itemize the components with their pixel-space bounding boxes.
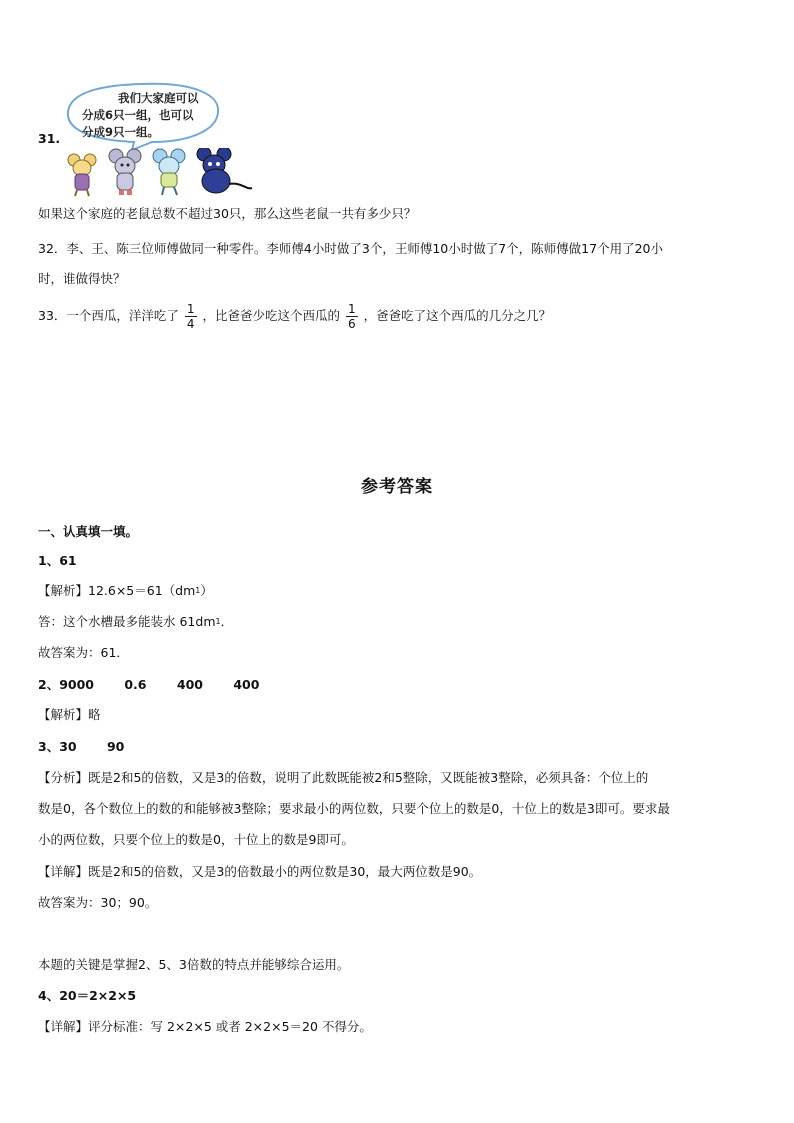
bubble-line: 我们大家庭可以 [118,91,199,105]
q33-text-1: 33．一个西瓜，洋洋吃了 [38,308,179,323]
q31-question: 如果这个家庭的老鼠总数不超过30只，那么这些老鼠一共有多少只？ [38,206,417,221]
answer-3-key-point: 本题的关键是掌握2、5、3倍数的特点并能够综合运用。 [38,957,350,972]
mouse-3-icon [153,149,185,195]
superscript: 1 [195,586,201,595]
answer-1-conclusion: 故答案为：61． [38,645,129,660]
superscript: 1 [215,617,221,626]
answer-3-value-1: 3、30 [38,739,77,754]
analysis-text-end: ） [200,583,213,598]
q31-number: 31. [38,131,61,146]
answer-3-detail: 【详解】既是2和5的倍数，又是3的倍数最小的两位数是30，最大两位数是90。 [38,864,482,879]
answer-1-analysis [38,583,213,599]
section-heading: 一、认真填一填。 [38,524,139,539]
q33-line [38,298,551,334]
answer-1-number: 1、61 [38,553,77,568]
fraction-numerator: 1 [186,302,195,316]
bubble-line: 分成6只一组，也可以 [82,108,194,122]
fraction-one-sixth [346,302,358,331]
fraction-denominator: 6 [348,317,356,331]
q33-text-3: ，爸爸吃了这个西瓜的几分之几？ [363,308,552,323]
mouse-2-icon [109,149,141,195]
answer-3-analysis-line-1: 【分析】既是2和5的倍数，又是3的倍数，说明了此数既能被2和5整除，又既能被3整除，必须具备：个位上的 [38,770,649,785]
fraction-denominator: 4 [186,317,195,331]
answer-2-line [38,677,259,693]
response-text-end: ． [220,614,234,629]
bubble-line: 分成9只一组。 [82,125,160,139]
answer-3-conclusion: 故答案为：30；90。 [38,895,158,910]
answer-2-value-3: 400 [176,677,203,692]
answers-title: 参考答案 [361,477,433,497]
speech-bubble [62,80,222,150]
mouse-1-icon [68,154,96,196]
fraction-numerator: 1 [348,302,356,316]
answer-2-value-4: 400 [233,677,260,692]
answer-3-value-2: 90 [106,739,125,754]
q33-text-2: ，比爸爸少吃这个西瓜的 [202,308,341,323]
fraction-one-quarter [185,302,197,331]
mouse-4-icon [197,148,252,193]
q32-line-2: 时，谁做得快？ [38,271,126,286]
answer-2-value-1: 2、9000 [38,677,94,692]
mice-illustration [64,148,254,198]
answer-2-analysis: 【解析】略 [38,707,101,722]
answer-4-number: 4、20＝2×2×5 [38,988,137,1003]
answer-3-analysis-line-2: 数是0，各个数位上的数的和能够被3整除；要求最小的两位数，只要个位上的数是0，十位上的数是3即可。要求最 [38,801,670,816]
analysis-text: 【解析】12.6×5＝61（dm [38,583,196,598]
response-text: 答：这个水槽最多能装水 61dm [38,614,216,629]
answer-3-analysis-line-3: 小的两位数，只要个位上的数是0，十位上的数是9即可。 [38,832,354,847]
speech-bubble-text [82,90,217,141]
answer-3-line [38,739,124,755]
answer-1-response [38,614,233,630]
answer-2-value-2: 0.6 [124,677,147,692]
q32-line-1: 32．李、王、陈三位师傅做同一种零件。李师傅4小时做了3个，王师傅10小时做了7个，陈师傅做17个用了20小 [38,241,663,256]
answer-4-detail: 【详解】评分标准：写 2×2×5 或者 2×2×5＝20 不得分。 [38,1019,372,1034]
